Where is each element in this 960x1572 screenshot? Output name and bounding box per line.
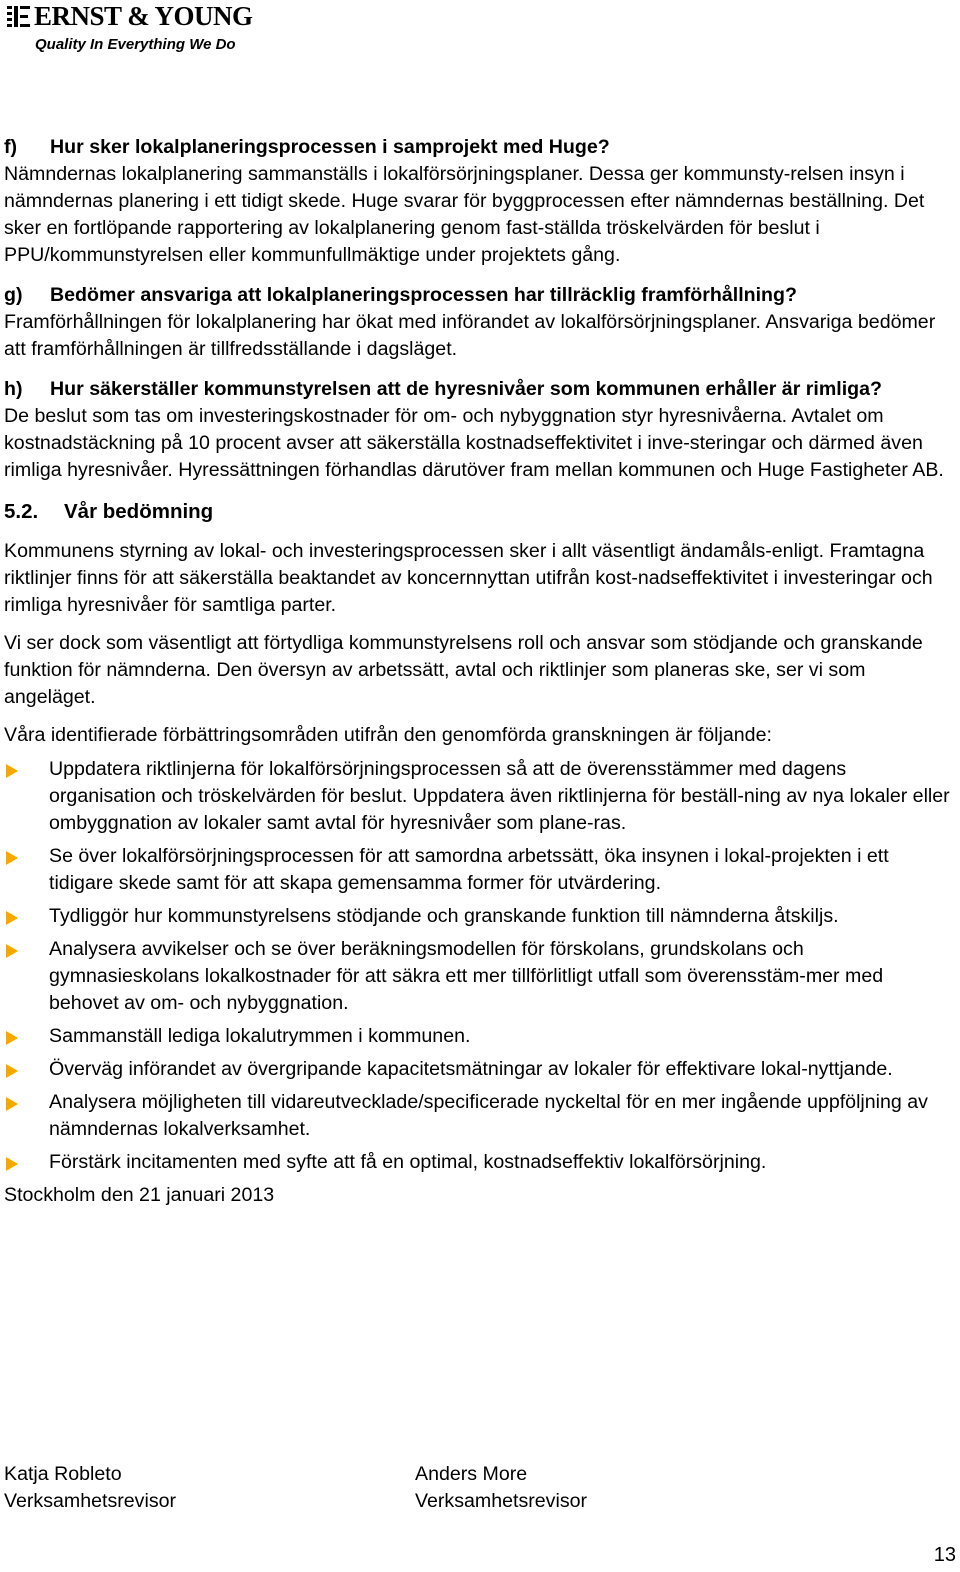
signatory-1 [4, 1461, 176, 1515]
question-h-text: Hur säkerställer kommunstyrelsen att de hyresnivåer som kommunen erhåller är rimliga? [50, 378, 882, 400]
arrow-bullet-icon [4, 1149, 49, 1176]
arrow-bullet-icon [4, 843, 49, 897]
improvement-intro: Våra identifierade förbättringsområden utifrån den genomförda granskningen är följande: [4, 724, 772, 746]
list-item-text: Förstärk incitamenten med syfte att få en optimal, kostnadseffektiv lokalförsörjning. [49, 1151, 767, 1173]
signatory-2 [415, 1461, 587, 1515]
signatory-title: Verksamhetsrevisor [4, 1490, 177, 1512]
question-g-heading [4, 282, 950, 309]
list-item-text: Analysera möjligheten till vidareutvecklade/specificerade nyckeltal för en mer ingående uppföljning av nämndernas lokalverksamhet. [49, 1091, 928, 1140]
list-item [4, 936, 950, 1017]
improvement-list [4, 756, 950, 1176]
ey-logo-mark-icon [6, 4, 32, 30]
arrow-bullet-icon [4, 903, 49, 930]
assessment-paragraph-1: Kommunens styrning av lokal- och investeringsprocessen sker i allt väsentligt ändamåls-enligt. Framtagna riktlinjer finns för att säkerställa beaktandet av koncernnyttan utifrån kost-nadseffektivitet i investeringar och rimliga hyresnivåer för samtliga parter. [4, 540, 933, 616]
signature-block [4, 1461, 950, 1521]
signatory-name: Katja Robleto [4, 1463, 122, 1485]
question-f-answer: Nämndernas lokalplanering sammanställs i lokalförsörjningsplaner. Dessa ger kommunsty-relsen insyn i nämndernas planering i ett tidigt skede. Huge svarar för byggprocessen efter nämndernas beställning. Det sker en fortlöpande rapportering av lokalplanering genom fast-ställda tröskelvärden för beslut i PPU/kommunstyrelsen eller kommunfullmäktige under projektets gång. [4, 163, 925, 266]
section-title: Vår bedömning [64, 500, 214, 523]
section-number: 5.2. [4, 500, 39, 523]
place-and-date: Stockholm den 21 januari 2013 [4, 1184, 275, 1206]
list-item [4, 1149, 950, 1176]
question-g-text: Bedömer ansvariga att lokalplaneringsprocessen har tillräcklig framförhållning? [50, 284, 797, 306]
question-h-heading [4, 376, 950, 403]
list-item-text: Analysera avvikelser och se över beräkningsmodellen för förskolans, grundskolans och gymnasieskolans lokalkostnader för att säkra ett mer tillförlitligt utfall som överensstäm-mer med behovet av om- och nybyggnation. [49, 938, 884, 1014]
page-number: 13 [933, 1544, 956, 1566]
list-item [4, 1023, 950, 1050]
list-item-text: Sammanställ lediga lokalutrymmen i kommunen. [49, 1025, 471, 1047]
arrow-bullet-icon [4, 756, 49, 837]
list-item-text: Överväg införandet av övergripande kapacitetsmätningar av lokaler för effektivare lokal-nyttjande. [49, 1058, 893, 1080]
company-logo [6, 2, 306, 58]
arrow-bullet-icon [4, 936, 49, 1017]
question-h-answer: De beslut som tas om investeringskostnader för om- och nybyggnation styr hyresnivåerna. Avtalet om kostnadstäckning på 10 procent avser att säkerställa kostnadseffektivitet i inve-steringar och därmed även rimliga hyresnivåer. Hyressättningen förhandlas därutöver fram mellan kommunen och Huge Fastigheter AB. [4, 405, 944, 481]
arrow-bullet-icon [4, 1089, 49, 1143]
list-item [4, 756, 950, 837]
list-item-text: Se över lokalförsörjningsprocessen för att samordna arbetssätt, öka insynen i lokal-projekten i ett tidigare skede samt för att skapa gemensamma former för utvärdering. [49, 845, 889, 894]
list-item [4, 1089, 950, 1143]
arrow-bullet-icon [4, 1056, 49, 1083]
question-h-label: h) [4, 378, 23, 400]
list-item-text: Tydliggör hur kommunstyrelsens stödjande och granskande funktion till nämnderna åtskiljs. [49, 905, 839, 927]
question-f-label: f) [4, 136, 18, 158]
question-g-answer: Framförhållningen för lokalplanering har ökat med införandet av lokalförsörjningsplaner. Ansvariga bedömer att framförhållningen är tillfredsställande i dagsläget. [4, 311, 936, 360]
assessment-paragraph-2: Vi ser dock som väsentligt att förtydliga kommunstyrelsens roll och ansvar som stödjande och granskande funktion för nämnderna. Den översyn av arbetssätt, avtal och riktlinjer som planeras ske, ser vi som angeläget. [4, 632, 923, 708]
question-g-label: g) [4, 284, 23, 306]
list-item [4, 903, 950, 930]
signatory-title: Verksamhetsrevisor [415, 1490, 588, 1512]
list-item [4, 843, 950, 897]
company-name: ERNST & YOUNG [34, 1, 253, 31]
list-item [4, 1056, 950, 1083]
question-f-heading [4, 134, 950, 161]
document-body [4, 134, 950, 1209]
company-tagline: Quality In Everything We Do [35, 36, 236, 53]
arrow-bullet-icon [4, 1023, 49, 1050]
list-item-text: Uppdatera riktlinjerna för lokalförsörjningsprocessen så att de överensstämmer med dagens organisation och tröskelvärden för beslut. Uppdatera även riktlinjerna för beställ-ning av nya lokaler eller ombyggnation av lokaler samt avtal för hyresnivåer som plane-ras. [49, 758, 950, 834]
question-f-text: Hur sker lokalplaneringsprocessen i samprojekt med Huge? [50, 136, 610, 158]
section-heading [4, 498, 950, 525]
signatory-name: Anders More [415, 1463, 528, 1485]
